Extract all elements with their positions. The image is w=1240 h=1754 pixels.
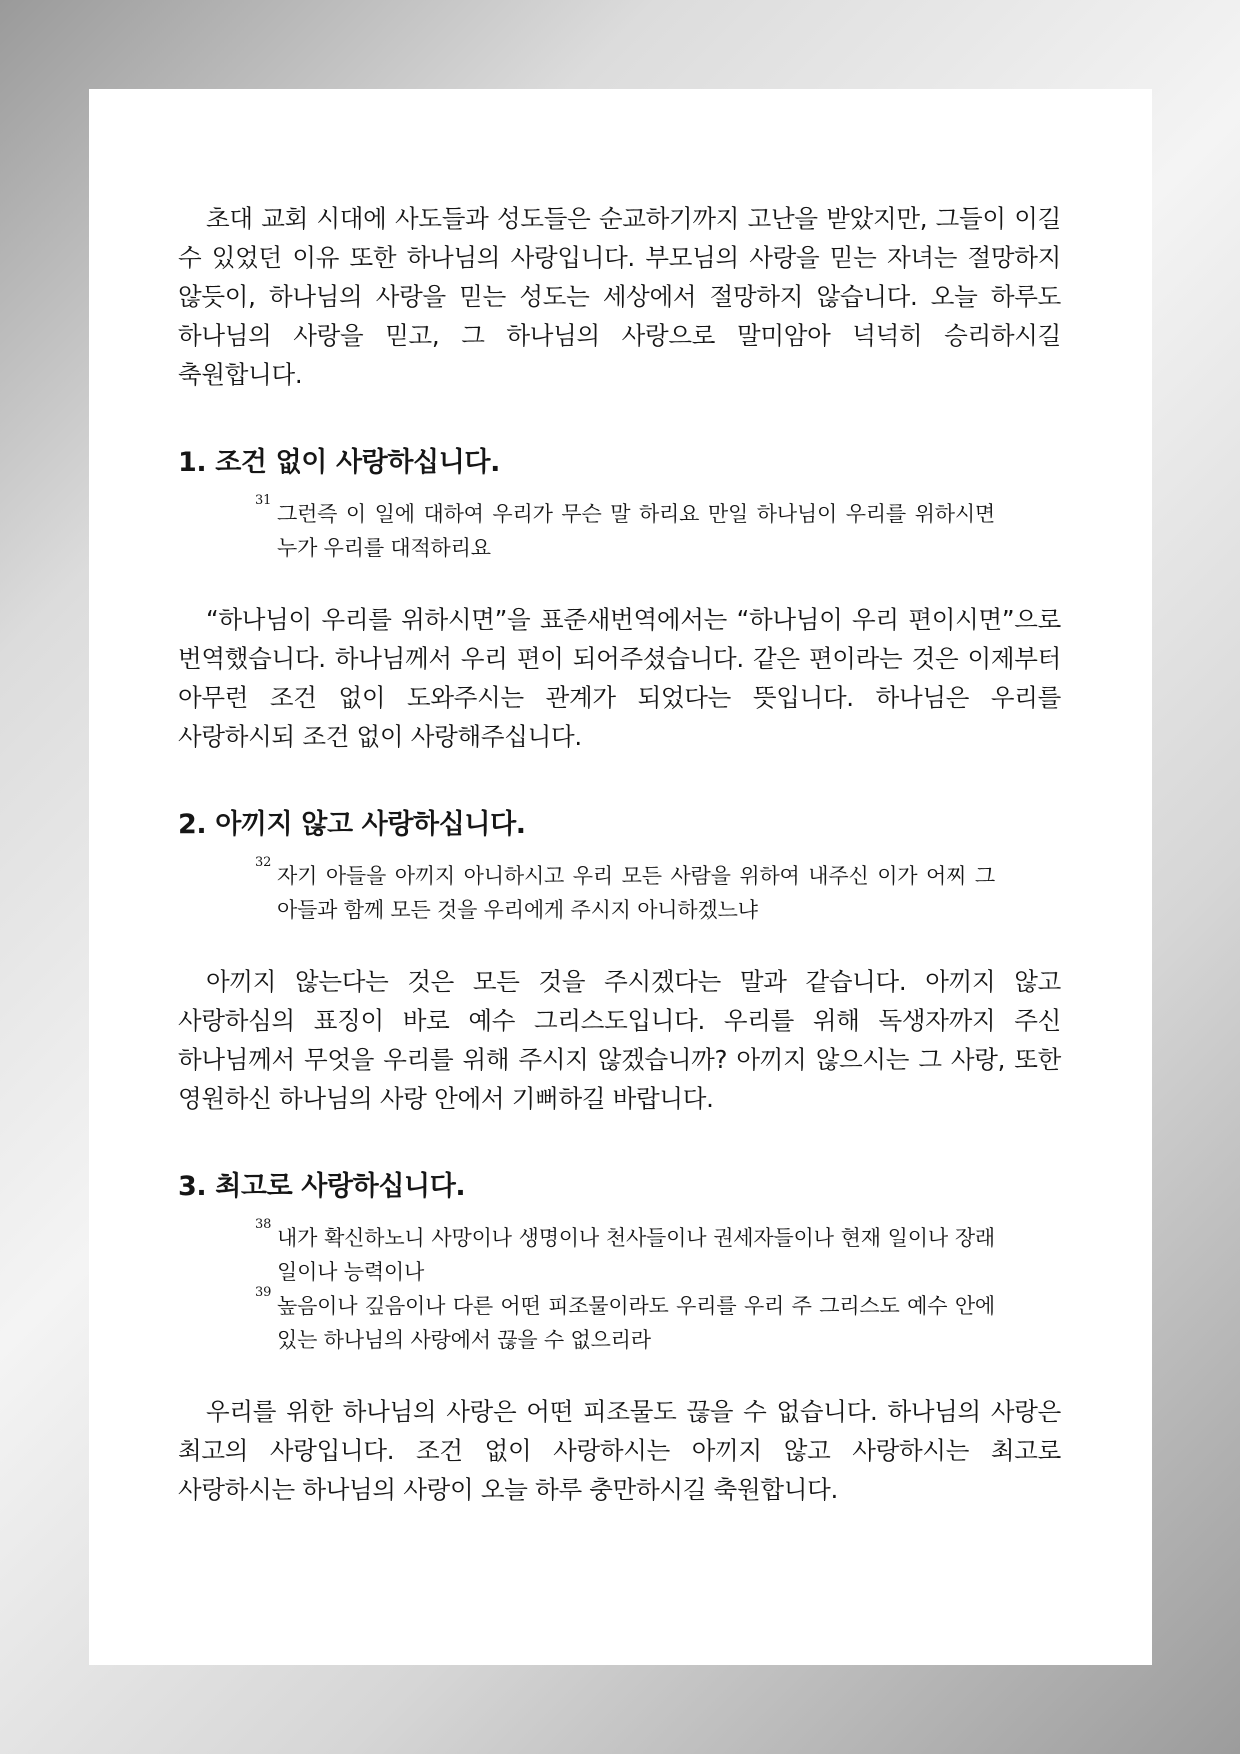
page-content bbox=[178, 199, 1061, 1509]
verse-number: 39 bbox=[255, 1285, 272, 1300]
verse-text: 자기 아들을 아끼지 아니하시고 우리 모든 사람을 위하여 내주신 이가 어찌 그 아들과 함께 모든 것을 우리에게 주시지 아니하겠느냐 bbox=[277, 864, 995, 922]
verse-text: 높음이나 깊음이나 다른 어떤 피조물이라도 우리를 우리 주 그리스도 예수 안에 있는 하나님의 사랑에서 끊을 수 없으리라 bbox=[277, 1294, 995, 1352]
section-body-3: 우리를 위한 하나님의 사랑은 어떤 피조물도 끊을 수 없습니다. 하나님의 사랑은 최고의 사랑입니다. 조건 없이 사랑하시는 아끼지 않고 사랑하시는 최고로 사랑하시는 하나님의 사랑이 오늘 하루 충만하시길 축원합니다. bbox=[178, 1397, 1061, 1504]
verse-block-2 bbox=[255, 855, 995, 927]
verse-number: 32 bbox=[255, 855, 272, 870]
section-heading-3: 3. 최고로 사랑하십니다. bbox=[178, 1171, 466, 1202]
verse-number: 31 bbox=[255, 493, 272, 508]
intro-paragraph: 초대 교회 시대에 사도들과 성도들은 순교하기까지 고난을 받았지만, 그들이 이길 수 있었던 이유 또한 하나님의 사랑입니다. 부모님의 사랑을 믿는 자녀는 절망하지 않듯이, 하나님의 사랑을 믿는 성도는 세상에서 절망하지 않습니다. 오늘 하루도 하나님의 사랑을 믿고, 그 하나님의 사랑으로 말미암아 넉넉히 승리하시길 축원합니다. bbox=[178, 204, 1061, 389]
document-page bbox=[89, 89, 1152, 1665]
section-body-1: “하나님이 우리를 위하시면”을 표준새번역에서는 “하나님이 우리 편이시면”으로 번역했습니다. 하나님께서 우리 편이 되어주셨습니다. 같은 편이라는 것은 이제부터 아무런 조건 없이 도와주시는 관계가 되었다는 뜻입니다. 하나님은 우리를 사랑하시되 조건 없이 사랑해주십니다. bbox=[178, 605, 1061, 751]
section-body-2: 아끼지 않는다는 것은 모든 것을 주시겠다는 말과 같습니다. 아끼지 않고 사랑하심의 표징이 바로 예수 그리스도입니다. 우리를 위해 독생자까지 주신 하나님께서 무엇을 우리를 위해 주시지 않겠습니까? 아끼지 않으시는 그 사랑, 또한 영원하신 하나님의 사랑 안에서 기뻐하길 바랍니다. bbox=[178, 967, 1061, 1113]
verse-text: 그런즉 이 일에 대하여 우리가 무슨 말 하리요 만일 하나님이 우리를 위하시면 누가 우리를 대적하리요 bbox=[277, 502, 995, 560]
verse-39 bbox=[255, 1285, 995, 1357]
verse-38 bbox=[255, 1217, 995, 1289]
section-heading-2: 2. 아끼지 않고 사랑하십니다. bbox=[178, 809, 526, 840]
verse-block-1 bbox=[255, 493, 995, 565]
verse-32 bbox=[255, 855, 995, 927]
verse-number: 38 bbox=[255, 1217, 272, 1232]
verse-text: 내가 확신하노니 사망이나 생명이나 천사들이나 권세자들이나 현재 일이나 장래 일이나 능력이나 bbox=[277, 1226, 995, 1284]
verse-31 bbox=[255, 493, 995, 565]
section-heading-1: 1. 조건 없이 사랑하십니다. bbox=[178, 447, 500, 478]
verse-block-3 bbox=[255, 1217, 995, 1357]
